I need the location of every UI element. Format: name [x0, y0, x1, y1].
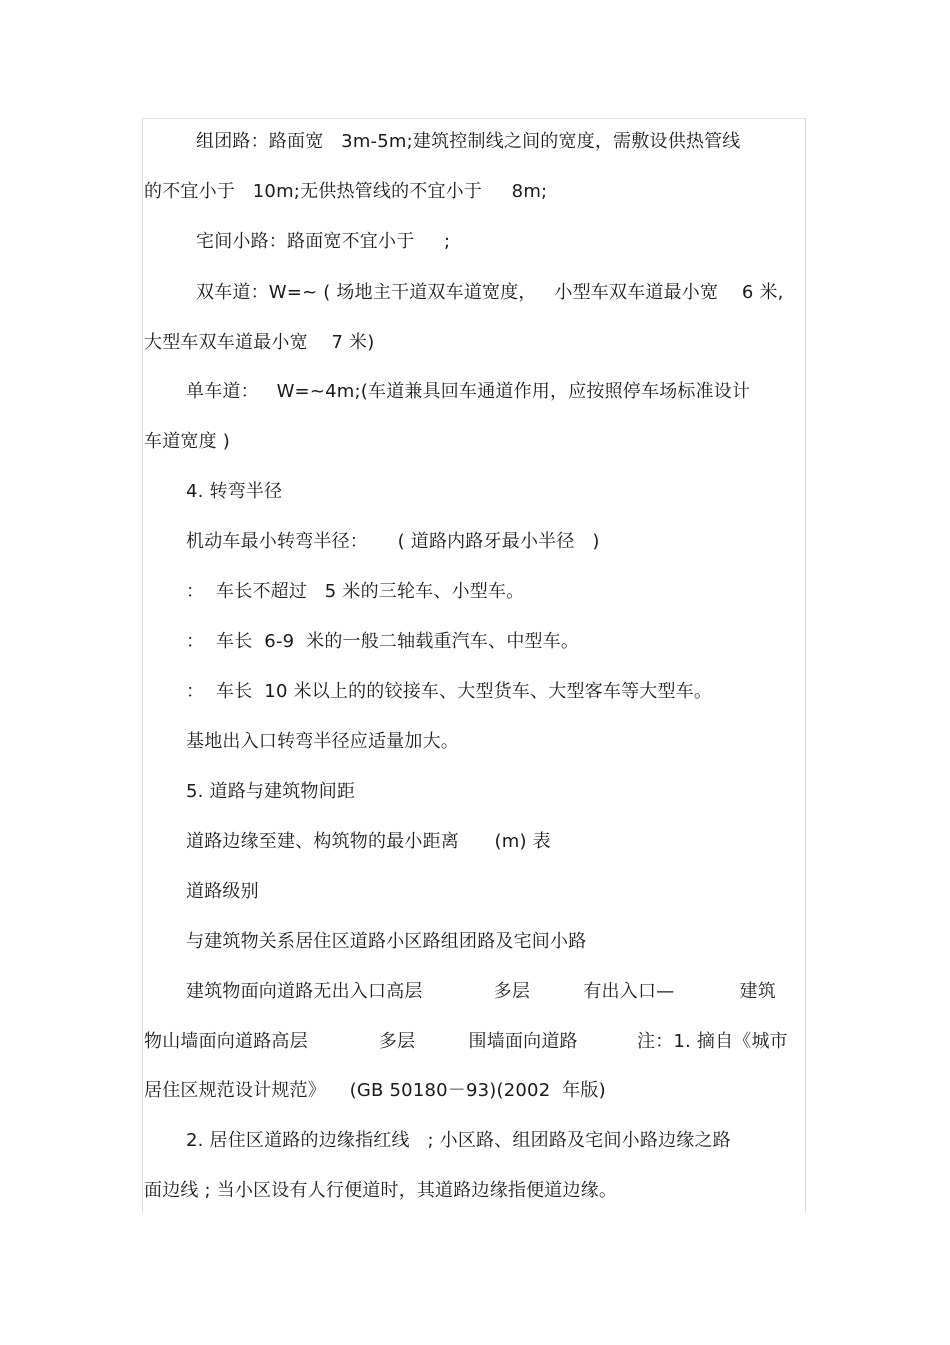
text-line-22: 面边线 ; 当小区设有人行便道时，其道路边缘指便道边缘。: [144, 1180, 618, 1201]
text-line-11: ： 车长 6-9 米的一般二轴载重汽车、中型车。: [186, 631, 580, 652]
text-line-7: 车道宽度 ): [144, 431, 230, 452]
text-line-21: 2. 居住区道路的边缘指红线 ; 小区路、组团路及宅间小路边缘之路: [186, 1130, 731, 1151]
text-line-10: ： 车长不超过 5 米的三轮车、小型车。: [186, 581, 525, 602]
section-heading-turning-radius: 4. 转弯半径: [186, 481, 283, 502]
text-line-16: 道路级别: [186, 881, 259, 902]
text-line-13: 基地出入口转弯半径应适量加大。: [186, 731, 459, 752]
text-line-1: 组团路：路面宽 3m-5m;建筑控制线之间的宽度，需敷设供热管线: [196, 131, 741, 152]
text-line-19: 物山墙面向道路高层 多层 围墙面向道路 注：1. 摘自《城市: [144, 1031, 788, 1052]
text-line-20: 居住区规范设计规范》 (GB 50180－93)(2002 年版): [144, 1080, 606, 1101]
text-line-3: 宅间小路：路面宽不宜小于 ;: [196, 231, 451, 252]
text-line-17: 与建筑物关系居住区道路小区路组团路及宅间小路: [186, 931, 587, 952]
text-line-6: 单车道： W=~4m;(车道兼具回车通道作用，应按照停车场标准设计: [186, 381, 751, 402]
text-line-9: 机动车最小转弯半径： ( 道路内路牙最小半径 ): [186, 531, 600, 552]
text-line-18: 建筑物面向道路无出入口高层 多层 有出入口— 建筑: [186, 981, 776, 1002]
section-heading-building-spacing: 5. 道路与建筑物间距: [186, 781, 356, 802]
text-line-5: 大型车双车道最小宽 7 米): [144, 332, 375, 353]
text-line-15: 道路边缘至建、构筑物的最小距离 (m) 表: [186, 831, 551, 852]
text-line-2: 的不宜小于 10m;无供热管线的不宜小于 8m;: [144, 181, 548, 202]
text-line-12: ： 车长 10 米以上的的铰接车、大型货车、大型客车等大型车。: [186, 681, 713, 702]
text-line-4: 双车道：W=~ ( 场地主干道双车道宽度， 小型车双车道最小宽 6 米,: [196, 282, 784, 303]
